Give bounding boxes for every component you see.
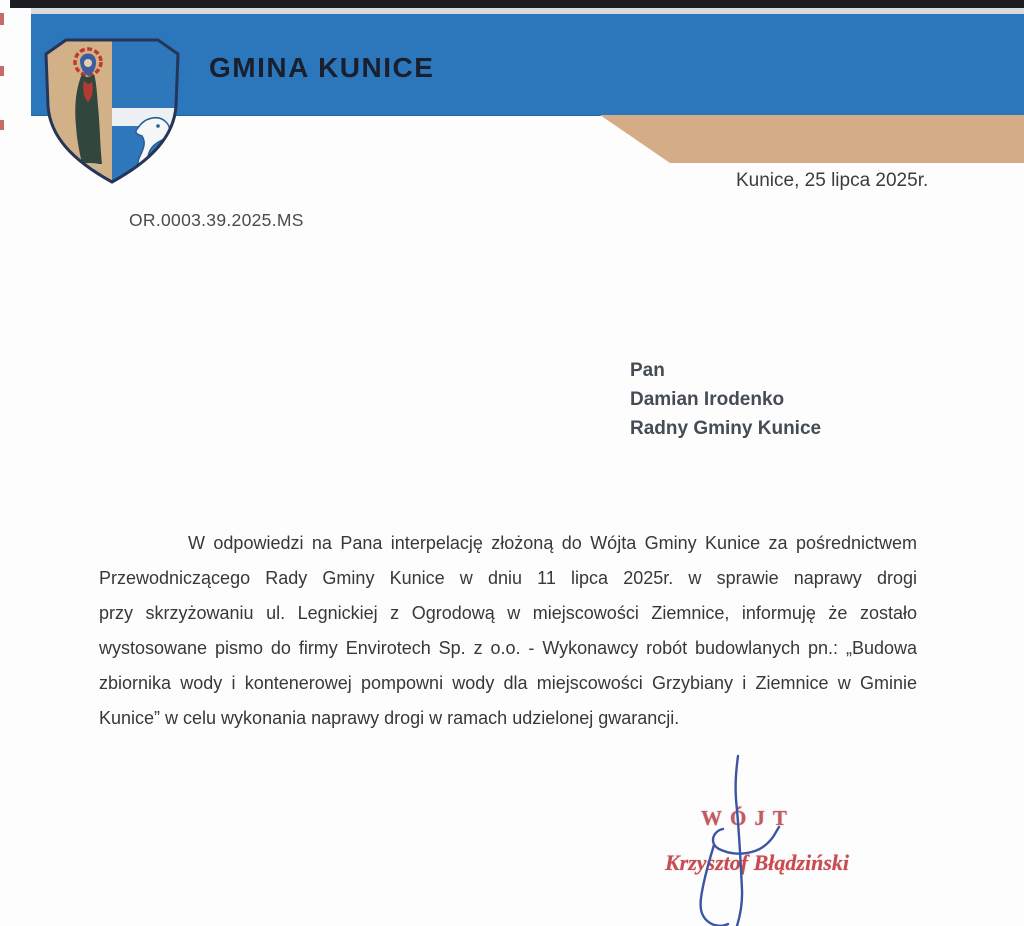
signature-crossbar-stroke (713, 827, 779, 854)
wojt-stamp-text: WÓJT (701, 806, 795, 830)
signer-name-stamp: Krzysztof Błądziński (665, 850, 849, 875)
scan-artifact (0, 13, 4, 25)
signature-main-stroke (736, 756, 742, 926)
place-date: Kunice, 25 lipca 2025r. (736, 170, 929, 191)
body-line: przy skrzyżowaniu ul. Legnickiej z Ogrodową w miejscowości Ziemnice, informuję że zostało (99, 603, 917, 623)
scan-artifact (0, 66, 4, 76)
scan-top-bar (10, 0, 1024, 8)
addressee-block (630, 356, 821, 443)
scan-artifact (0, 120, 4, 130)
pen-signature (690, 748, 790, 926)
coat-of-arms-icon (38, 36, 186, 188)
addressee-name: Damian Irodenko (630, 389, 785, 410)
signature-loop-stroke (701, 845, 728, 926)
body-line: W odpowiedzi na Pana interpelację złożoną do Wójta Gminy Kunice za pośrednictwem (188, 533, 917, 553)
addressee-salutation: Pan (630, 360, 665, 381)
addressee-role: Radny Gminy Kunice (630, 418, 822, 439)
body-paragraph (99, 526, 917, 736)
org-title: GMINA KUNICE (209, 52, 435, 83)
body-line: wystosowane pismo do firmy Envirotech Sp. z o.o. - Wykonawcy robót budowlanych pn.: „Budowa (99, 638, 917, 658)
body-line: Kunice” w celu wykonania naprawy drogi w ramach udzielonej gwarancji. (99, 708, 680, 728)
shield-field (38, 36, 186, 188)
reference-number: OR.0003.39.2025.MS (129, 210, 304, 230)
body-line: Przewodniczącego Rady Gminy Kunice w dniu 11 lipca 2025r. w sprawie naprawy drogi (99, 568, 917, 588)
header-tan-accent-band (600, 115, 1024, 163)
body-line: zbiornika wody i kontenerowej pompowni wody dla miejscowości Grzybiany i Ziemnice w Gminie (99, 673, 917, 693)
